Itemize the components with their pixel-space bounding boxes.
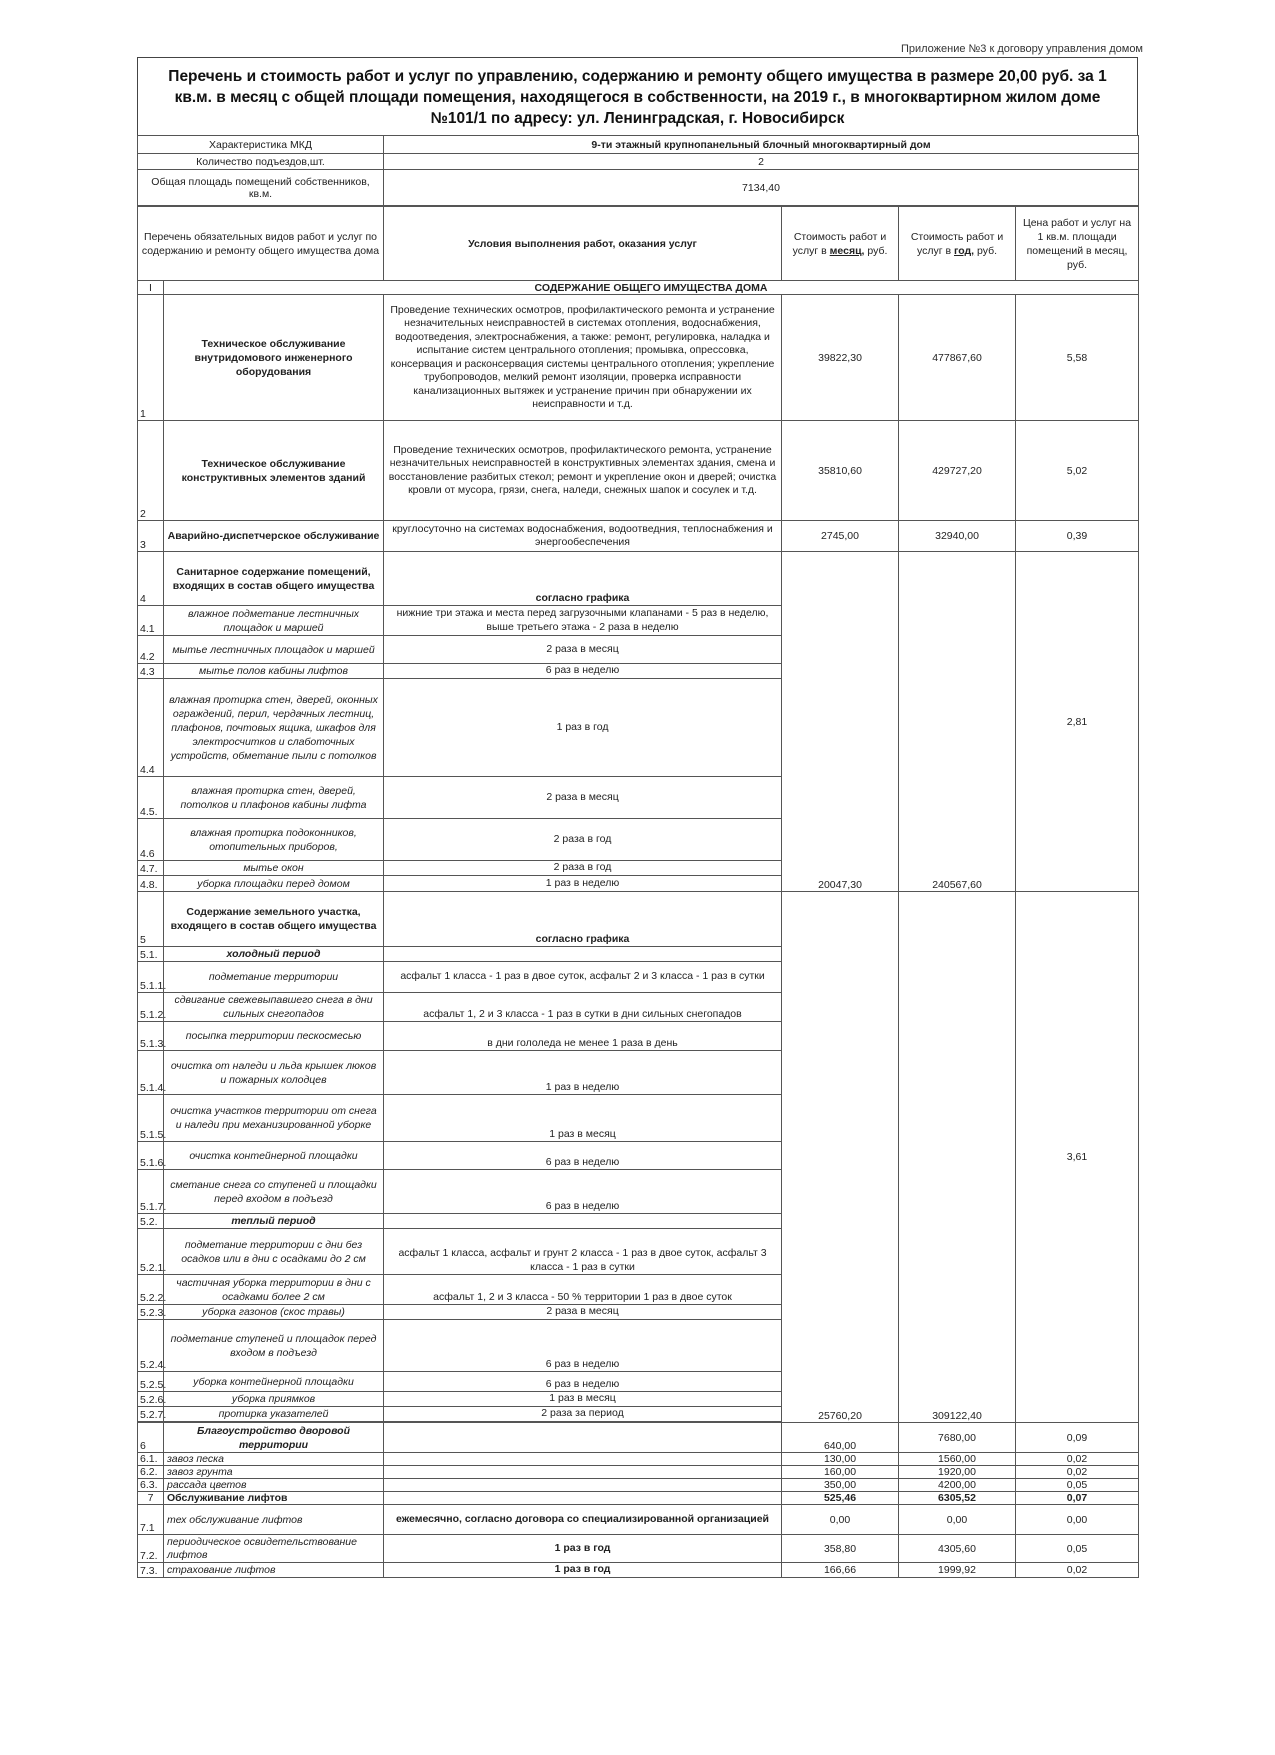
row-num: 5.2. <box>138 1214 164 1229</box>
row-name: частичная уборка территории в дни с осадками более 2 см <box>164 1275 384 1305</box>
row-name: очистка участков территории от снега и наледи при механизированной уборке <box>164 1095 384 1142</box>
row-per-m2: 0,00 <box>1016 1505 1139 1535</box>
row-year: 1560,00 <box>899 1453 1016 1466</box>
header-year-text: Стоимость работ и услуг в <box>910 230 1004 257</box>
row-num: 7.1 <box>138 1505 164 1535</box>
header-year-rub: руб. <box>974 244 998 257</box>
row-conditions: 6 раз в неделю <box>384 664 782 679</box>
row-conditions <box>384 1453 782 1466</box>
header-year <box>899 207 1016 281</box>
row-num: 5.1.7. <box>138 1170 164 1214</box>
row-name: Техническое обслуживание конструктивных элементов зданий <box>164 421 384 521</box>
row-year: 240567,60 <box>899 552 1016 892</box>
row-name: страхование лифтов <box>164 1563 384 1578</box>
row-num: 2 <box>138 421 164 521</box>
row-num: 4.7. <box>138 861 164 876</box>
row-name: влажная протирка стен, дверей, потолков и плафонов кабины лифта <box>164 777 384 819</box>
row-num: 5.1.6. <box>138 1142 164 1170</box>
row-num: 5.1.2. <box>138 993 164 1022</box>
row-name: протирка указателей <box>164 1407 384 1422</box>
row-name: Обслуживание лифтов <box>164 1492 384 1505</box>
table-row <box>138 892 1139 947</box>
row-month: 35810,60 <box>782 421 899 521</box>
row-num: 5 <box>138 892 164 947</box>
row-num: 3 <box>138 521 164 552</box>
row-num: 4.6 <box>138 819 164 861</box>
row-name: сметание снега со ступеней и площадки перед входом в подъезд <box>164 1170 384 1214</box>
entrances-value: 2 <box>384 154 1139 170</box>
row-name: уборка приямков <box>164 1392 384 1407</box>
row-num: 6.3. <box>138 1479 164 1492</box>
row-name: очистка от наледи и льда крышек люков и пожарных колодцев <box>164 1051 384 1095</box>
row-name: подметание территории <box>164 962 384 993</box>
row-month: 39822,30 <box>782 295 899 421</box>
row-per-m2: 0,02 <box>1016 1466 1139 1479</box>
row-conditions <box>384 1214 782 1229</box>
row-conditions <box>384 1492 782 1505</box>
row-conditions: ежемесячно, согласно договора со специализированной организацией <box>384 1505 782 1535</box>
row-year: 1999,92 <box>899 1563 1016 1578</box>
section-row <box>138 281 1139 295</box>
row-num: 4.8. <box>138 876 164 892</box>
row-conditions: асфальт 1 класса - 1 раз в двое суток, асфальт 2 и 3 класса - 1 раз в сутки <box>384 962 782 993</box>
row-per-m2: 0,05 <box>1016 1535 1139 1563</box>
building-info-table <box>137 135 1139 206</box>
row-conditions: Проведение технических осмотров, профилактического ремонта, устранение незначительных неисправностей в конструктивных элементах здания, смена и восстановление разбитых стекол; ремонт и укрепление окон и дверей; очистка кровли от мусора, грязи, снега, наледи, снежных шапок и сосулек и т.д. <box>384 421 782 521</box>
row-num: 4.1 <box>138 606 164 636</box>
table-header <box>138 207 1139 281</box>
row-name: мытье окон <box>164 861 384 876</box>
header-year-unit: год, <box>954 244 975 257</box>
header-conditions: Условия выполнения работ, оказания услуг <box>384 207 782 281</box>
row-conditions <box>384 1423 782 1453</box>
row-conditions <box>384 947 782 962</box>
row-name: Содержание земельного участка, входящего в состав общего имущества <box>164 892 384 947</box>
table-row <box>138 1492 1139 1505</box>
document <box>137 57 1138 1578</box>
row-num: 4.5. <box>138 777 164 819</box>
row-num: 6 <box>138 1423 164 1453</box>
row-year: 1920,00 <box>899 1466 1016 1479</box>
table-row <box>138 1563 1139 1578</box>
header-month-rub: руб. <box>864 244 888 257</box>
table-row <box>138 295 1139 421</box>
row-year: 429727,20 <box>899 421 1016 521</box>
row-name: влажная протирка стен, дверей, оконных ограждений, перил, чердачных лестниц, плафонов, почтовых ящика, шкафов для электросчитков и слаботочных устройств, обметание пыли с потолков <box>164 679 384 777</box>
row-name: влажное подметание лестничных площадок и маршей <box>164 606 384 636</box>
row-month: 25760,20 <box>782 892 899 1423</box>
appendix-note: Приложение №3 к договору управления домом <box>900 43 1143 55</box>
row-conditions: 1 раз в месяц <box>384 1095 782 1142</box>
row-month: 160,00 <box>782 1466 899 1479</box>
row-per-m2: 2,81 <box>1016 552 1139 892</box>
row-conditions: 2 раза в месяц <box>384 636 782 664</box>
row-conditions: 6 раз в неделю <box>384 1372 782 1392</box>
row-conditions <box>384 1466 782 1479</box>
row-name: Техническое обслуживание внутридомового инженерного оборудования <box>164 295 384 421</box>
header-per-m2: Цена работ и услуг на 1 кв.м. площади помещений в месяц, руб. <box>1016 207 1139 281</box>
row-name: завоз грунта <box>164 1466 384 1479</box>
row-num: 5.2.2. <box>138 1275 164 1305</box>
row-conditions: 1 раз в год <box>384 1563 782 1578</box>
row-name: холодный период <box>164 947 384 962</box>
row-month: 640,00 <box>782 1423 899 1453</box>
row-year: 6305,52 <box>899 1492 1016 1505</box>
row-num: 4 <box>138 552 164 606</box>
row-year: 4305,60 <box>899 1535 1016 1563</box>
row-num: 4.3 <box>138 664 164 679</box>
row-conditions: 6 раз в неделю <box>384 1320 782 1372</box>
area-label: Общая площадь помещений собственников, кв.м. <box>138 170 384 206</box>
row-name: Аварийно-диспетчерское обслуживание <box>164 521 384 552</box>
row-num: 5.2.7. <box>138 1407 164 1422</box>
header-month-unit: месяц, <box>829 244 865 257</box>
row-per-m2: 0,02 <box>1016 1453 1139 1466</box>
row-conditions: 1 раз в неделю <box>384 876 782 892</box>
table-row <box>138 521 1139 552</box>
row-conditions: 2 раза за период <box>384 1407 782 1422</box>
row-conditions: 2 раза в месяц <box>384 1305 782 1320</box>
row-name: посыпка территории пескосмесью <box>164 1022 384 1051</box>
row-name: мытье лестничных площадок и маршей <box>164 636 384 664</box>
row-name: тех обслуживание лифтов <box>164 1505 384 1535</box>
row-month: 358,80 <box>782 1535 899 1563</box>
row-conditions: 1 раз в месяц <box>384 1392 782 1407</box>
row-num: 5.1.4. <box>138 1051 164 1095</box>
area-value: 7134,40 <box>384 170 1139 206</box>
row-num: 5.1. <box>138 947 164 962</box>
row-conditions: 1 раз в год <box>384 679 782 777</box>
row-name: сдвигание свежевыпавшего снега в дни сильных снегопадов <box>164 993 384 1022</box>
row-conditions: нижние три этажа и места перед загрузочными клапанами - 5 раз в неделю, выше третьего этажа - 2 раза в неделю <box>384 606 782 636</box>
row-month: 525,46 <box>782 1492 899 1505</box>
row-month: 350,00 <box>782 1479 899 1492</box>
row-conditions: асфальт 1, 2 и 3 класса - 50 % территории 1 раз в двое суток <box>384 1275 782 1305</box>
section-title: СОДЕРЖАНИЕ ОБЩЕГО ИМУЩЕСТВА ДОМА <box>164 281 1139 295</box>
row-month: 130,00 <box>782 1453 899 1466</box>
mkd-label: Характеристика МКД <box>138 136 384 154</box>
row-conditions: 2 раза в год <box>384 819 782 861</box>
row-name: теплый период <box>164 1214 384 1229</box>
row-num: 7 <box>138 1492 164 1505</box>
row-per-m2: 5,58 <box>1016 295 1139 421</box>
row-per-m2: 0,07 <box>1016 1492 1139 1505</box>
row-num: 1 <box>138 295 164 421</box>
row-num: 6.1. <box>138 1453 164 1466</box>
row-conditions: круглосуточно на системах водоснабжения, водоотведния, теплоснабжения и энергообеспечения <box>384 521 782 552</box>
row-per-m2: 0,05 <box>1016 1479 1139 1492</box>
row-name: уборка площадки перед домом <box>164 876 384 892</box>
row-year: 32940,00 <box>899 521 1016 552</box>
row-num: 6.2. <box>138 1466 164 1479</box>
row-name: уборка контейнерной площадки <box>164 1372 384 1392</box>
table-row <box>138 1535 1139 1563</box>
row-num: 5.2.5. <box>138 1372 164 1392</box>
header-month <box>782 207 899 281</box>
row-conditions: в дни гололеда не менее 1 раза в день <box>384 1022 782 1051</box>
row-per-m2: 0,02 <box>1016 1563 1139 1578</box>
header-list: Перечень обязательных видов работ и услуг по содержанию и ремонту общего имущества дома <box>138 207 384 281</box>
table-row <box>138 1466 1139 1479</box>
row-year: 0,00 <box>899 1505 1016 1535</box>
row-conditions: 1 раз в год <box>384 1535 782 1563</box>
row-num: 5.1.5. <box>138 1095 164 1142</box>
mkd-value: 9-ти этажный крупнопанельный блочный многоквартирный дом <box>384 136 1139 154</box>
row-num: 5.1.3. <box>138 1022 164 1051</box>
row-num: 5.2.1. <box>138 1229 164 1275</box>
row-per-m2: 0,09 <box>1016 1423 1139 1453</box>
row-name: рассада цветов <box>164 1479 384 1492</box>
row-conditions <box>384 1479 782 1492</box>
row-name: подметание ступеней и площадок перед входом в подъезд <box>164 1320 384 1372</box>
document-title: Перечень и стоимость работ и услуг по управлению, содержанию и ремонту общего имущества в размере 20,00 руб. за 1 кв.м. в месяц с общей площади помещения, находящегося в собственности, на 2019 г., в многоквартирном жилом доме №101/1 по адресу: ул. Ленинградская, г. Новосибирск <box>137 57 1138 135</box>
row-month: 166,66 <box>782 1563 899 1578</box>
section-num: I <box>138 281 164 295</box>
row-name: очистка контейнерной площадки <box>164 1142 384 1170</box>
row-per-m2: 3,61 <box>1016 892 1139 1423</box>
row-num: 4.2 <box>138 636 164 664</box>
row-name: мытье полов кабины лифтов <box>164 664 384 679</box>
table-row <box>138 1505 1139 1535</box>
row-year: 7680,00 <box>899 1423 1016 1453</box>
row-per-m2: 0,39 <box>1016 521 1139 552</box>
row-name: уборка газонов (скос травы) <box>164 1305 384 1320</box>
row-num: 4.4 <box>138 679 164 777</box>
row-conditions: 2 раза в год <box>384 861 782 876</box>
row-conditions: 6 раз в неделю <box>384 1142 782 1170</box>
table-row <box>138 552 1139 606</box>
row-conditions: 2 раза в месяц <box>384 777 782 819</box>
row-num: 5.2.4. <box>138 1320 164 1372</box>
row-conditions: Проведение технических осмотров, профилактического ремонта и устранение незначительных неисправностей в системах отопления, водоснабжения, водоотведения, электроснабжения, а также: ремонт, регулировка, наладка и испытание систем центрального отопления; промывка, опрессовка, консервация и расконсервация системы центрального отопления; укрепление трубопроводов, мелкий ремонт изоляции, проверка исправности канализационных вытяжек и устранение причин при обнаружении их неисправности и т.д. <box>384 295 782 421</box>
row-name: Благоустройство дворовой территории <box>164 1423 384 1453</box>
row-year: 309122,40 <box>899 892 1016 1423</box>
table-row <box>138 1423 1139 1453</box>
row-month: 0,00 <box>782 1505 899 1535</box>
row-month: 2745,00 <box>782 521 899 552</box>
row-num: 5.2.6. <box>138 1392 164 1407</box>
row-conditions: 1 раз в неделю <box>384 1051 782 1095</box>
row-year: 4200,00 <box>899 1479 1016 1492</box>
row-num: 7.2. <box>138 1535 164 1563</box>
row-month: 20047,30 <box>782 552 899 892</box>
row-name: Санитарное содержание помещений, входящих в состав общего имущества <box>164 552 384 606</box>
table-row <box>138 421 1139 521</box>
row-name: периодическое освидетельствование лифтов <box>164 1535 384 1563</box>
row-num: 5.2.3. <box>138 1305 164 1320</box>
row-conditions: 6 раз в неделю <box>384 1170 782 1214</box>
row-conditions: асфальт 1, 2 и 3 класса - 1 раз в сутки в дни сильных снегопадов <box>384 993 782 1022</box>
entrances-label: Количество подъездов,шт. <box>138 154 384 170</box>
row-num: 5.1.1. <box>138 962 164 993</box>
row-name: влажная протирка подоконников, отопительных приборов, <box>164 819 384 861</box>
row-year: 477867,60 <box>899 295 1016 421</box>
table-row <box>138 1479 1139 1492</box>
row-conditions: асфальт 1 класса, асфальт и грунт 2 класса - 1 раз в двое суток, асфальт 3 класса - 1 раз в сутки <box>384 1229 782 1275</box>
row-per-m2: 5,02 <box>1016 421 1139 521</box>
row-num: 7.3. <box>138 1563 164 1578</box>
row-conditions: согласно графика <box>384 552 782 606</box>
row-name: завоз песка <box>164 1453 384 1466</box>
works-table <box>137 206 1139 1578</box>
table-row <box>138 1453 1139 1466</box>
header-month-text: Стоимость работ и услуг в <box>792 230 887 257</box>
row-name: подметание территории с дни без осадков или в дни с осадками до 2 см <box>164 1229 384 1275</box>
row-conditions: согласно графика <box>384 892 782 947</box>
